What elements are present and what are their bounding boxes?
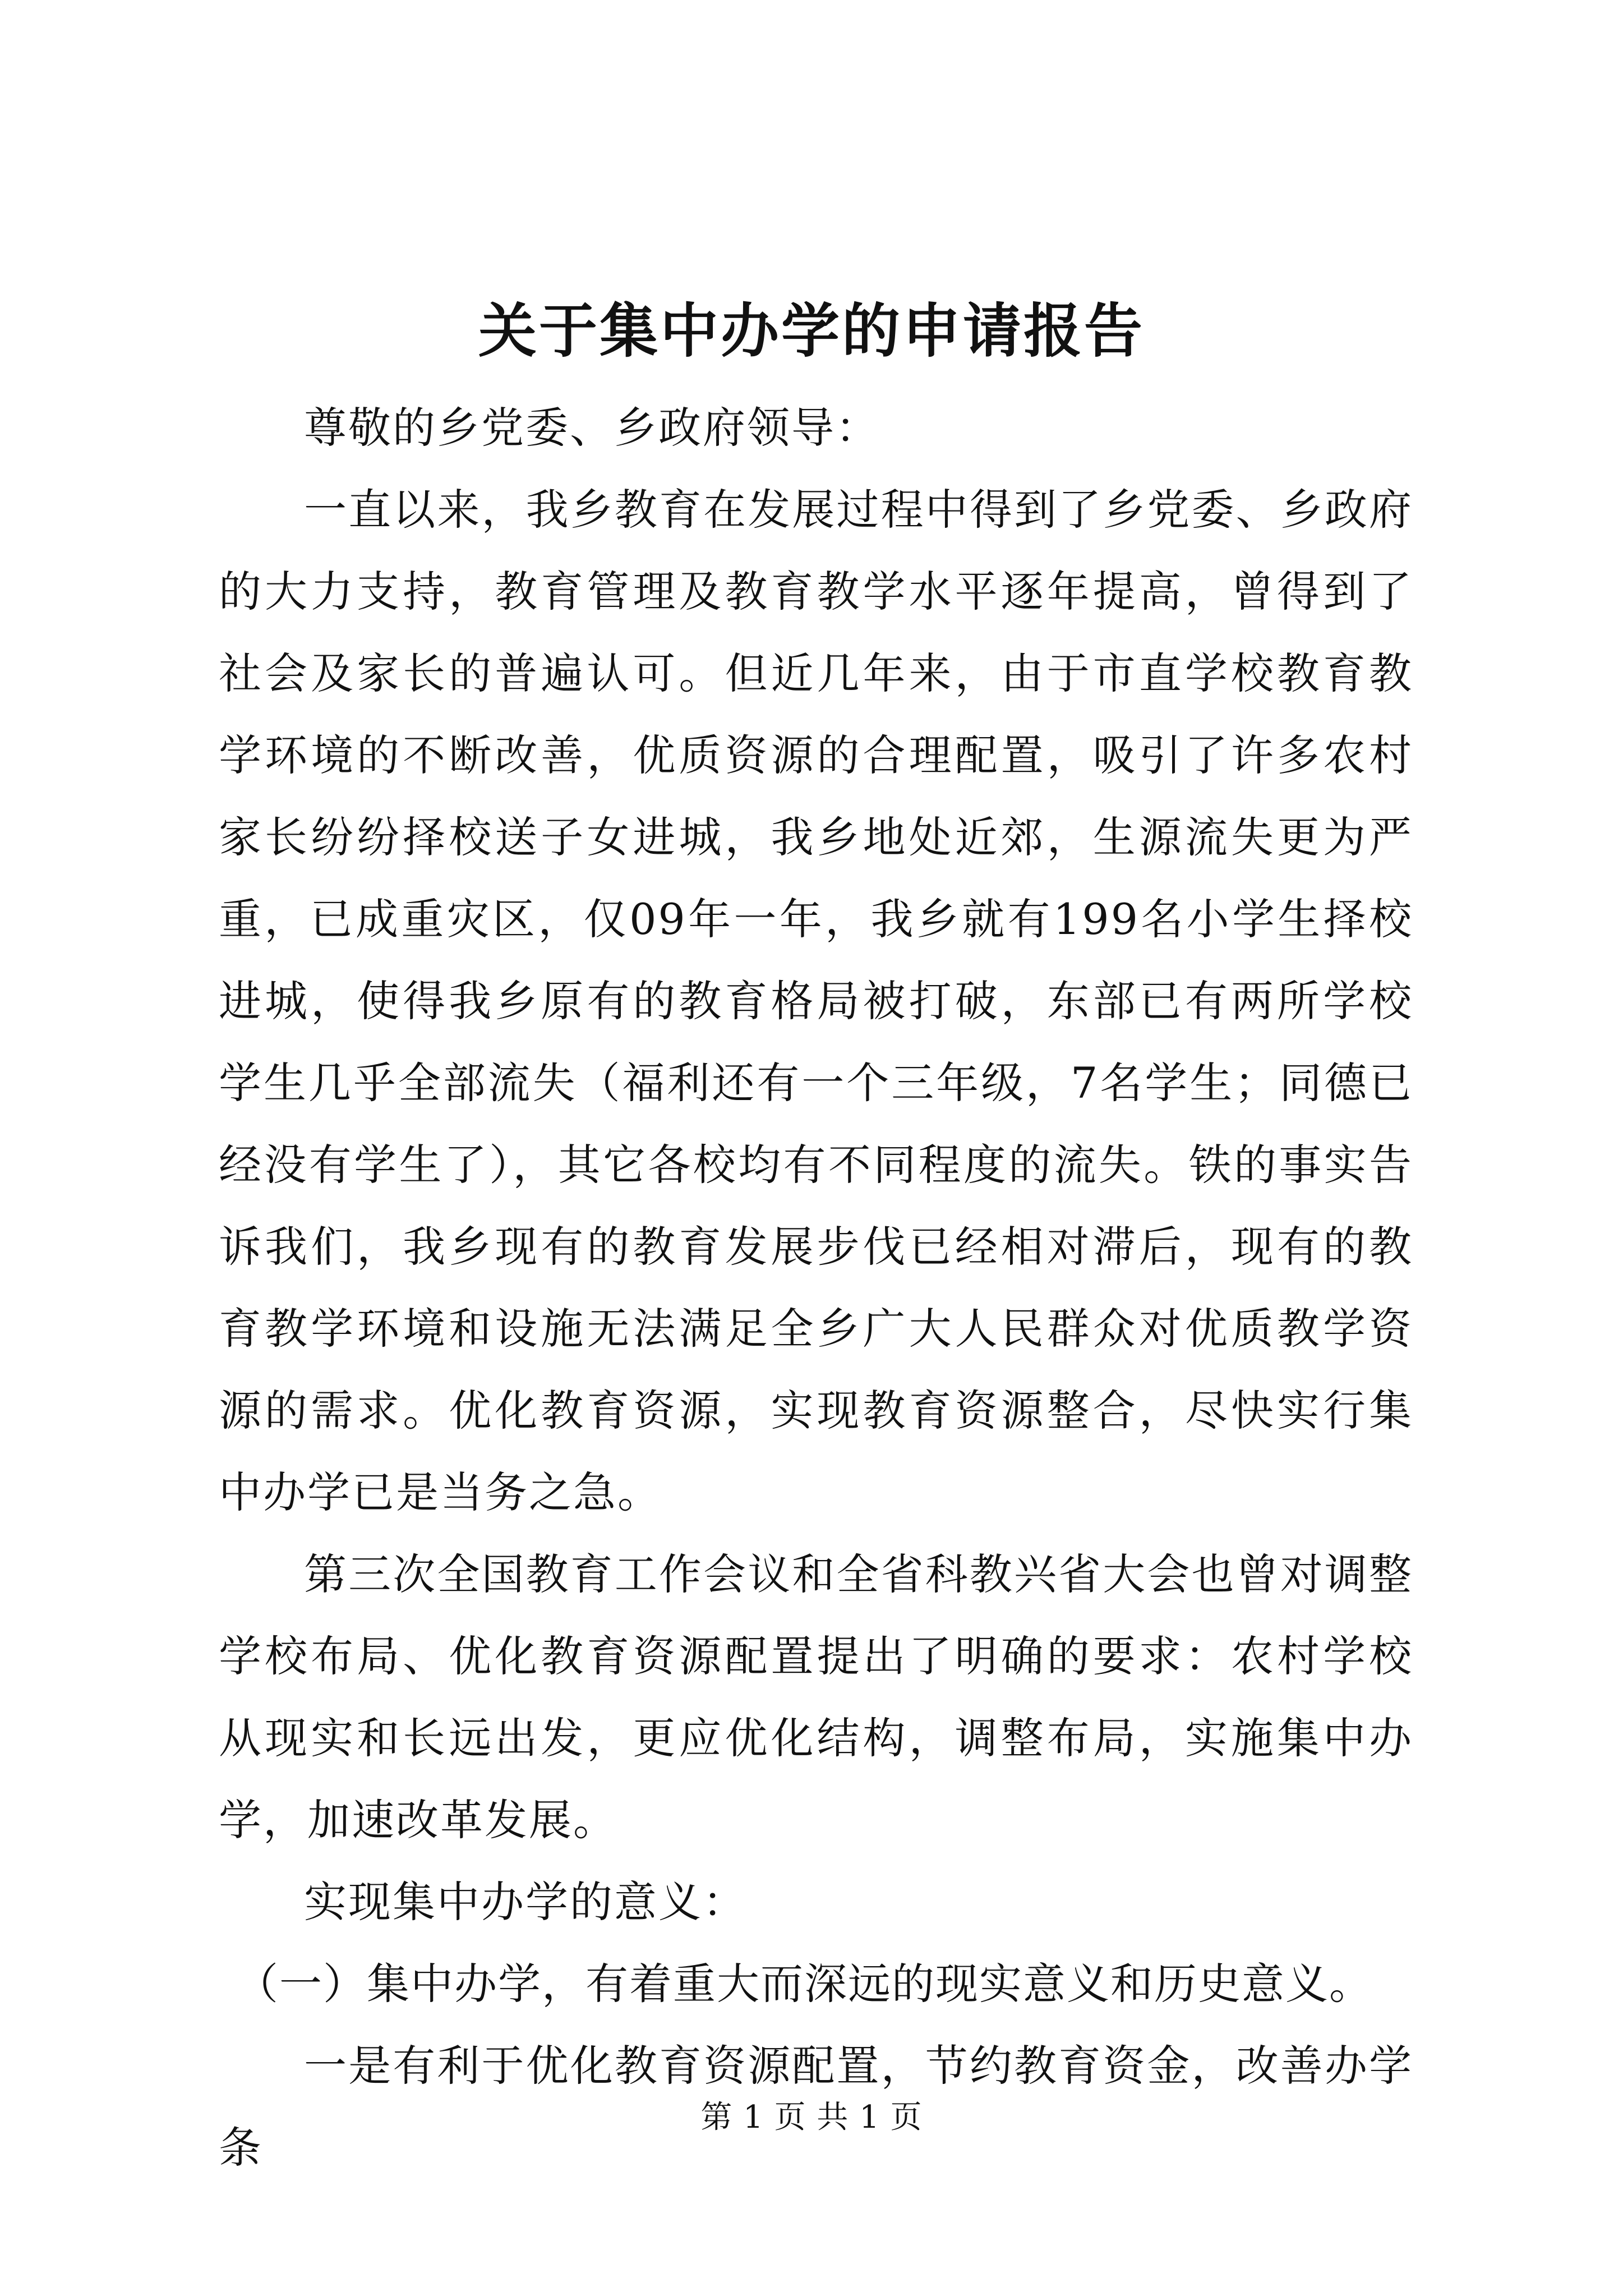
document-title: 关于集中办学的申请报告 — [478, 296, 1145, 365]
point-one: （一）集中办学，有着重大而深远的现实意义和历史意义。 — [236, 1959, 1373, 2009]
salutation: 尊敬的乡党委、乡政府领导： — [304, 403, 880, 453]
paragraph-point-one-detail: 一是有利于优化教育资源配置，节约教育资金，改善办学条 — [219, 2041, 1413, 2173]
paragraph-significance-heading: 实现集中办学的意义： — [304, 1877, 747, 1927]
paragraph-background: 一直以来，我乡教育在发展过程中得到了乡党委、乡政府的大力支持，教育管理及教育教学水平逐年提高，曾得到了社会及家长的普遍认可。但近几年来，由于市直学校教育教学环境的不断改善，优质资源的合理配置，吸引了许多农村家长纷纷择校送子女进城，我乡地处近郊，生源流失更为严重，已成重灾区，仅09年一年，我乡就有199名小学生择校进城，使得我乡原有的教育格局被打破，东部已有两所学校学生几乎全部流失（福利还有一个三年级，7名学生；同德已经没有学生了），其它各校均有不同程度的流失。铁的事实告诉我们，我乡现有的教育发展步伐已经相对滞后，现有的教育教学环境和设施无法满足全乡广大人民群众对优质教学资源的需求。优化教育资源，实现教育资源整合，尽快实行集中办学已是当务之急。 — [219, 485, 1413, 1517]
document-body — [219, 387, 1413, 2189]
page-number-footer: 第 1 页 共 1 页 — [700, 2099, 923, 2136]
paragraph-policy: 第三次全国教育工作会议和全省科教兴省大会也曾对调整学校布局、优化教育资源配置提出了明确的要求：农村学校从现实和长远出发，更应优化结构，调整布局，实施集中办学，加速改革发展。 — [219, 1549, 1413, 1845]
